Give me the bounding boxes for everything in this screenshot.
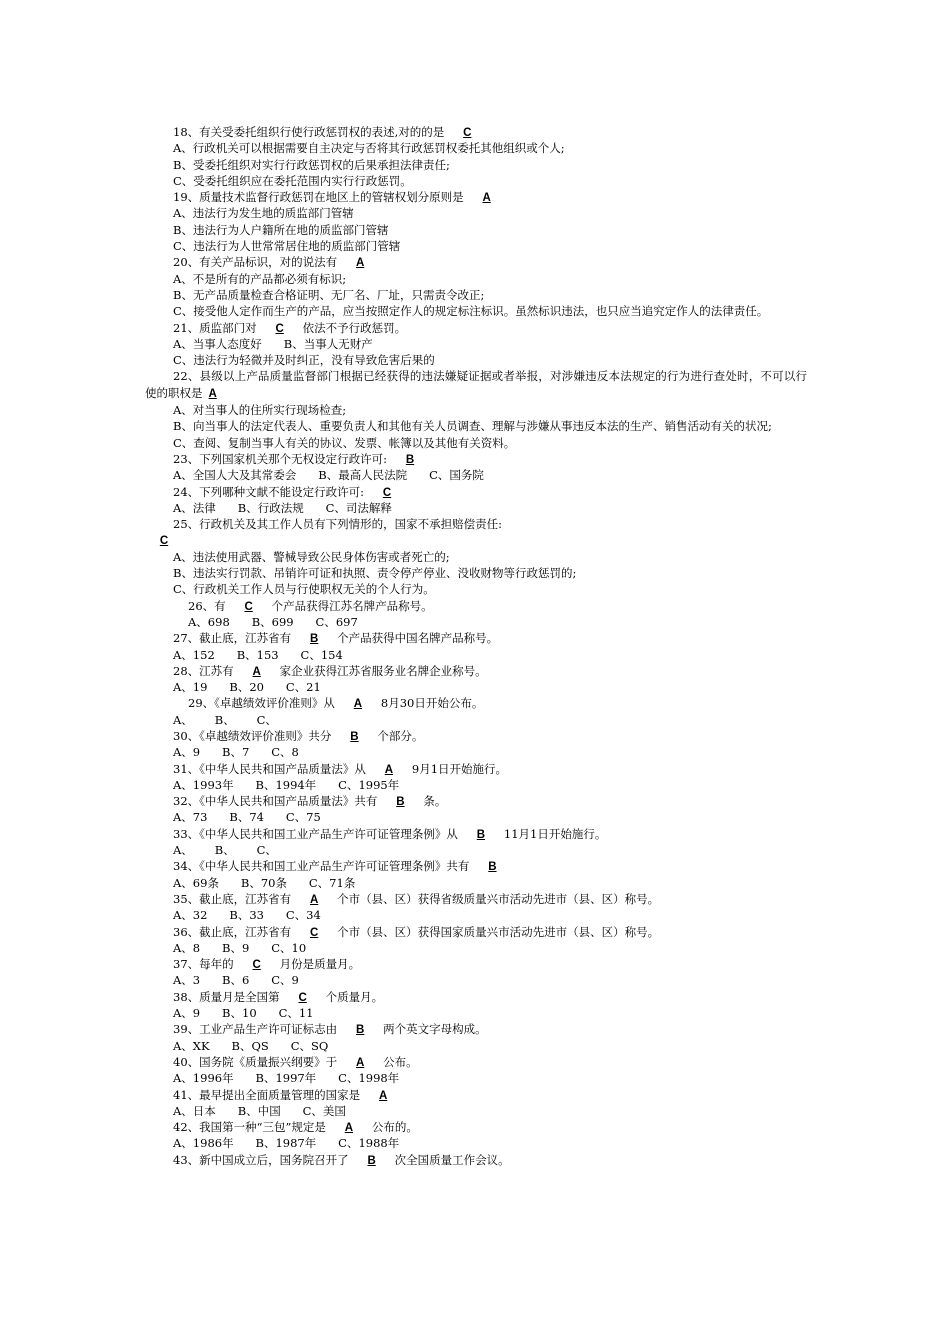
question-26 [145,598,807,614]
answer-blank: B [396,796,405,809]
option-line: A、全国人大及其常委会 B、最高人民法院 C、国务院 [173,468,484,483]
question-32 [145,793,807,809]
question-text: 18、有关受委托组织行使行政惩罚权的表述,对的的是 [173,125,445,139]
answer-blank: B [488,861,497,874]
option-line-wrapped [145,303,807,319]
question-39 [145,1021,807,1037]
question-text-tail: 家企业获得江苏省服务业名牌企业称号。 [279,663,487,678]
question-text: 21、质监部门对 [173,320,257,335]
answer-blank: B [476,828,486,841]
answer-blank: A [309,893,319,906]
answer-blank: B [350,730,359,743]
answer-blank: A [353,698,363,711]
option-line: B、无产品质量检查合格证明、无厂名、厂址，只需责令改正; [173,287,485,302]
option-line: A、 B、 C、 [173,843,277,858]
option-text: C、接受他人定作而生产的产品，应当按照定作人的规定标注标识。虽然标识违法，也只应当追究定作人的法律责任。 [173,304,769,319]
question-text: 28、江苏有 [173,663,234,678]
question-text-tail: 月份是质量月。 [279,957,361,972]
question-text-tail: 次全国质量工作会议。 [394,1152,510,1167]
question-text: 22、县级以上产品质量监督部门根据已经获得的违法嫌疑证据或者举报，对涉嫌违反本法规定的行为进行查处时，不可以行使的职权是 [145,369,807,400]
question-text-tail: 8月30日开始公布。 [380,696,484,711]
option-line: A、1986年 B、1987年 C、1988年 [173,1136,400,1151]
question-text: 20、有关产品标识，对的说法有 [173,255,338,270]
question-text-tail: 公布的。 [371,1120,418,1135]
question-text: 31、《中华人民共和国产品质量法》从 [173,761,366,776]
question-34 [145,858,807,874]
question-text-tail: 个部分。 [377,728,424,743]
question-text-tail: 9月1日开始施行。 [411,761,508,776]
question-text: 38、质量月是全国第 [173,989,280,1004]
question-21 [145,320,807,336]
option-line: A、8 B、9 C、10 [173,940,307,955]
option-line-wrapped: B、向当事人的法定代表人、重要负责人和其他有关人员调查、理解与涉嫌从事违反本法的生产、销售活动有关的状况; [173,419,772,434]
answer-blank: C [382,486,392,499]
question-text: 26、有 [188,598,226,613]
question-25-answer-line [145,532,807,548]
question-text: 37、每年的 [173,957,234,972]
option-line: A、1996年 B、1997年 C、1998年 [173,1071,400,1086]
option-line: B、受委托组织对实行行政惩罚权的后果承担法律责任; [173,157,450,172]
answer-blank: B [367,1154,376,1167]
option-line: A、3 B、6 C、9 [173,973,299,988]
answer-blank: C [309,926,319,939]
answer-blank: A [208,387,217,400]
question-text: 36、截止底，江苏省有 [173,924,292,939]
question-text-tail: 个市（县、区）获得国家质量兴市活动先进市（县、区）称号。 [337,924,660,939]
option-line: A、698 B、699 C、697 [188,614,358,629]
answer-blank: A [482,192,491,205]
question-text: 29、《卓越绩效评价准则》从 [188,696,335,711]
answer-blank: C [252,959,261,972]
question-text-tail: 依法不予行政惩罚。 [302,320,407,335]
answer-blank: B [405,453,415,466]
option-line: A、152 B、153 C、154 [173,647,343,662]
option-line: A、违法使用武器、警械导致公民身体伤害或者死亡的; [173,549,450,564]
answer-blank: B [355,1024,365,1037]
question-41 [145,1087,807,1103]
answer-blank: B [309,633,319,646]
option-line: A、违法行为发生地的质监部门管辖 [173,206,354,221]
answer-blank: C [275,322,284,335]
answer-blank: A [252,665,261,678]
question-text-tail: 11月1日开始施行。 [503,826,607,841]
question-19 [145,189,807,205]
question-31 [145,761,807,777]
option-line: A、 B、 C、 [173,712,277,727]
question-40 [145,1054,807,1070]
question-text: 43、新中国成立后，国务院召开了 [173,1152,349,1167]
answer-blank: A [355,1056,365,1069]
question-text-tail: 个产品获得中国名牌产品称号。 [337,631,499,646]
question-28 [145,663,807,679]
question-text-tail: 个产品获得江苏名牌产品称号。 [271,598,433,613]
answer-blank: C [159,535,169,548]
question-text-tail: 公布。 [383,1054,418,1069]
question-text: 42、我国第一种“三包”规定是 [173,1120,326,1135]
question-text: 41、最早提出全面质量管理的国家是 [173,1087,361,1102]
question-43 [145,1152,807,1168]
question-text-tail: 个质量月。 [325,989,384,1004]
option-line: A、不是所有的产品都必须有标识; [173,271,347,286]
question-22 [145,368,807,402]
question-text: 35、截止底，江苏省有 [173,891,292,906]
option-line: A、69条 B、70条 C、71条 [173,875,356,890]
option-line: C、行政机关工作人员与行使职权无关的个人行为。 [173,582,435,597]
question-23 [145,451,807,467]
question-list [145,124,807,1168]
option-line: A、9 B、7 C、8 [173,745,299,760]
option-line: A、32 B、33 C、34 [173,908,321,923]
option-line: C、违法行为轻微并及时纠正，没有导致危害后果的 [173,353,435,368]
option-line: A、行政机关可以根据需要自主决定与否将其行政惩罚权委托其他组织或个人; [173,141,565,156]
question-text: 33、《中华人民共和国工业产品生产许可证管理条例》从 [173,826,458,841]
option-line: A、73 B、74 C、75 [173,810,321,825]
answer-blank: C [463,127,472,139]
question-38 [145,989,807,1005]
option-line: A、日本 B、中国 C、美国 [173,1103,346,1118]
answer-blank: A [378,1089,388,1102]
question-text-tail: 个市（县、区）获得省级质量兴市活动先进市（县、区）称号。 [337,891,660,906]
question-text: 32、《中华人民共和国产品质量法》共有 [173,794,378,809]
question-text: 19、质量技术监督行政惩罚在地区上的管辖权划分原则是 [173,190,464,205]
option-line: A、1993年 B、1994年 C、1995年 [173,777,400,792]
option-line: C、受委托组织应在委托范围内实行行政惩罚。 [173,173,412,188]
option-line: A、19 B、20 C、21 [173,680,321,695]
answer-blank: A [384,763,394,776]
option-line: A、法律 B、行政法规 C、司法解释 [173,500,392,515]
question-37 [145,956,807,972]
option-line: A、9 B、10 C、11 [173,1006,314,1021]
answer-blank: C [244,600,253,613]
answer-blank: A [355,257,365,270]
question-text: 30、《卓越绩效评价准则》共分 [173,728,332,743]
question-text: 25、行政机关及其工作人员有下列情形的，国家不承担赔偿责任: [173,517,503,532]
question-18 [145,124,807,140]
answer-blank: C [298,991,307,1004]
question-25 [145,516,807,532]
question-text: 40、国务院《质量振兴纲要》于 [173,1054,338,1069]
question-text-tail: 两个英文字母构成。 [383,1022,487,1037]
option-line: B、违法行为人户籍所在地的质监部门管辖 [173,222,389,237]
question-24 [145,484,807,500]
option-line: A、当事人态度好 B、当事人无财产 [173,336,373,351]
question-text: 34、《中华人民共和国工业产品生产许可证管理条例》共有 [173,859,470,874]
question-29 [145,695,807,711]
question-42 [145,1119,807,1135]
question-36 [145,924,807,940]
answer-blank: A [344,1122,354,1135]
option-line: A、XK B、QS C、SQ [173,1038,329,1053]
question-27 [145,630,807,646]
question-20 [145,254,807,270]
question-30 [145,728,807,744]
option-line: C、查阅、复制当事人有关的协议、发票、帐簿以及其他有关资料。 [173,435,516,450]
option-line: A、对当事人的住所实行现场检查; [173,403,347,418]
question-33 [145,826,807,842]
question-35 [145,891,807,907]
question-text: 39、工业产品生产许可证标志由 [173,1022,338,1037]
question-text: 23、下列国家机关那个无权设定行政许可: [173,451,388,466]
question-text: 27、截止底，江苏省有 [173,631,292,646]
option-line: B、违法实行罚款、吊销许可证和执照、责令停产停业、没收财物等行政惩罚的; [173,566,577,581]
question-text: 24、下列哪种文献不能设定行政许可: [173,484,365,499]
question-text-tail: 条。 [423,794,447,809]
option-line: C、违法行为人世常常居住地的质监部门管辖 [173,239,401,254]
